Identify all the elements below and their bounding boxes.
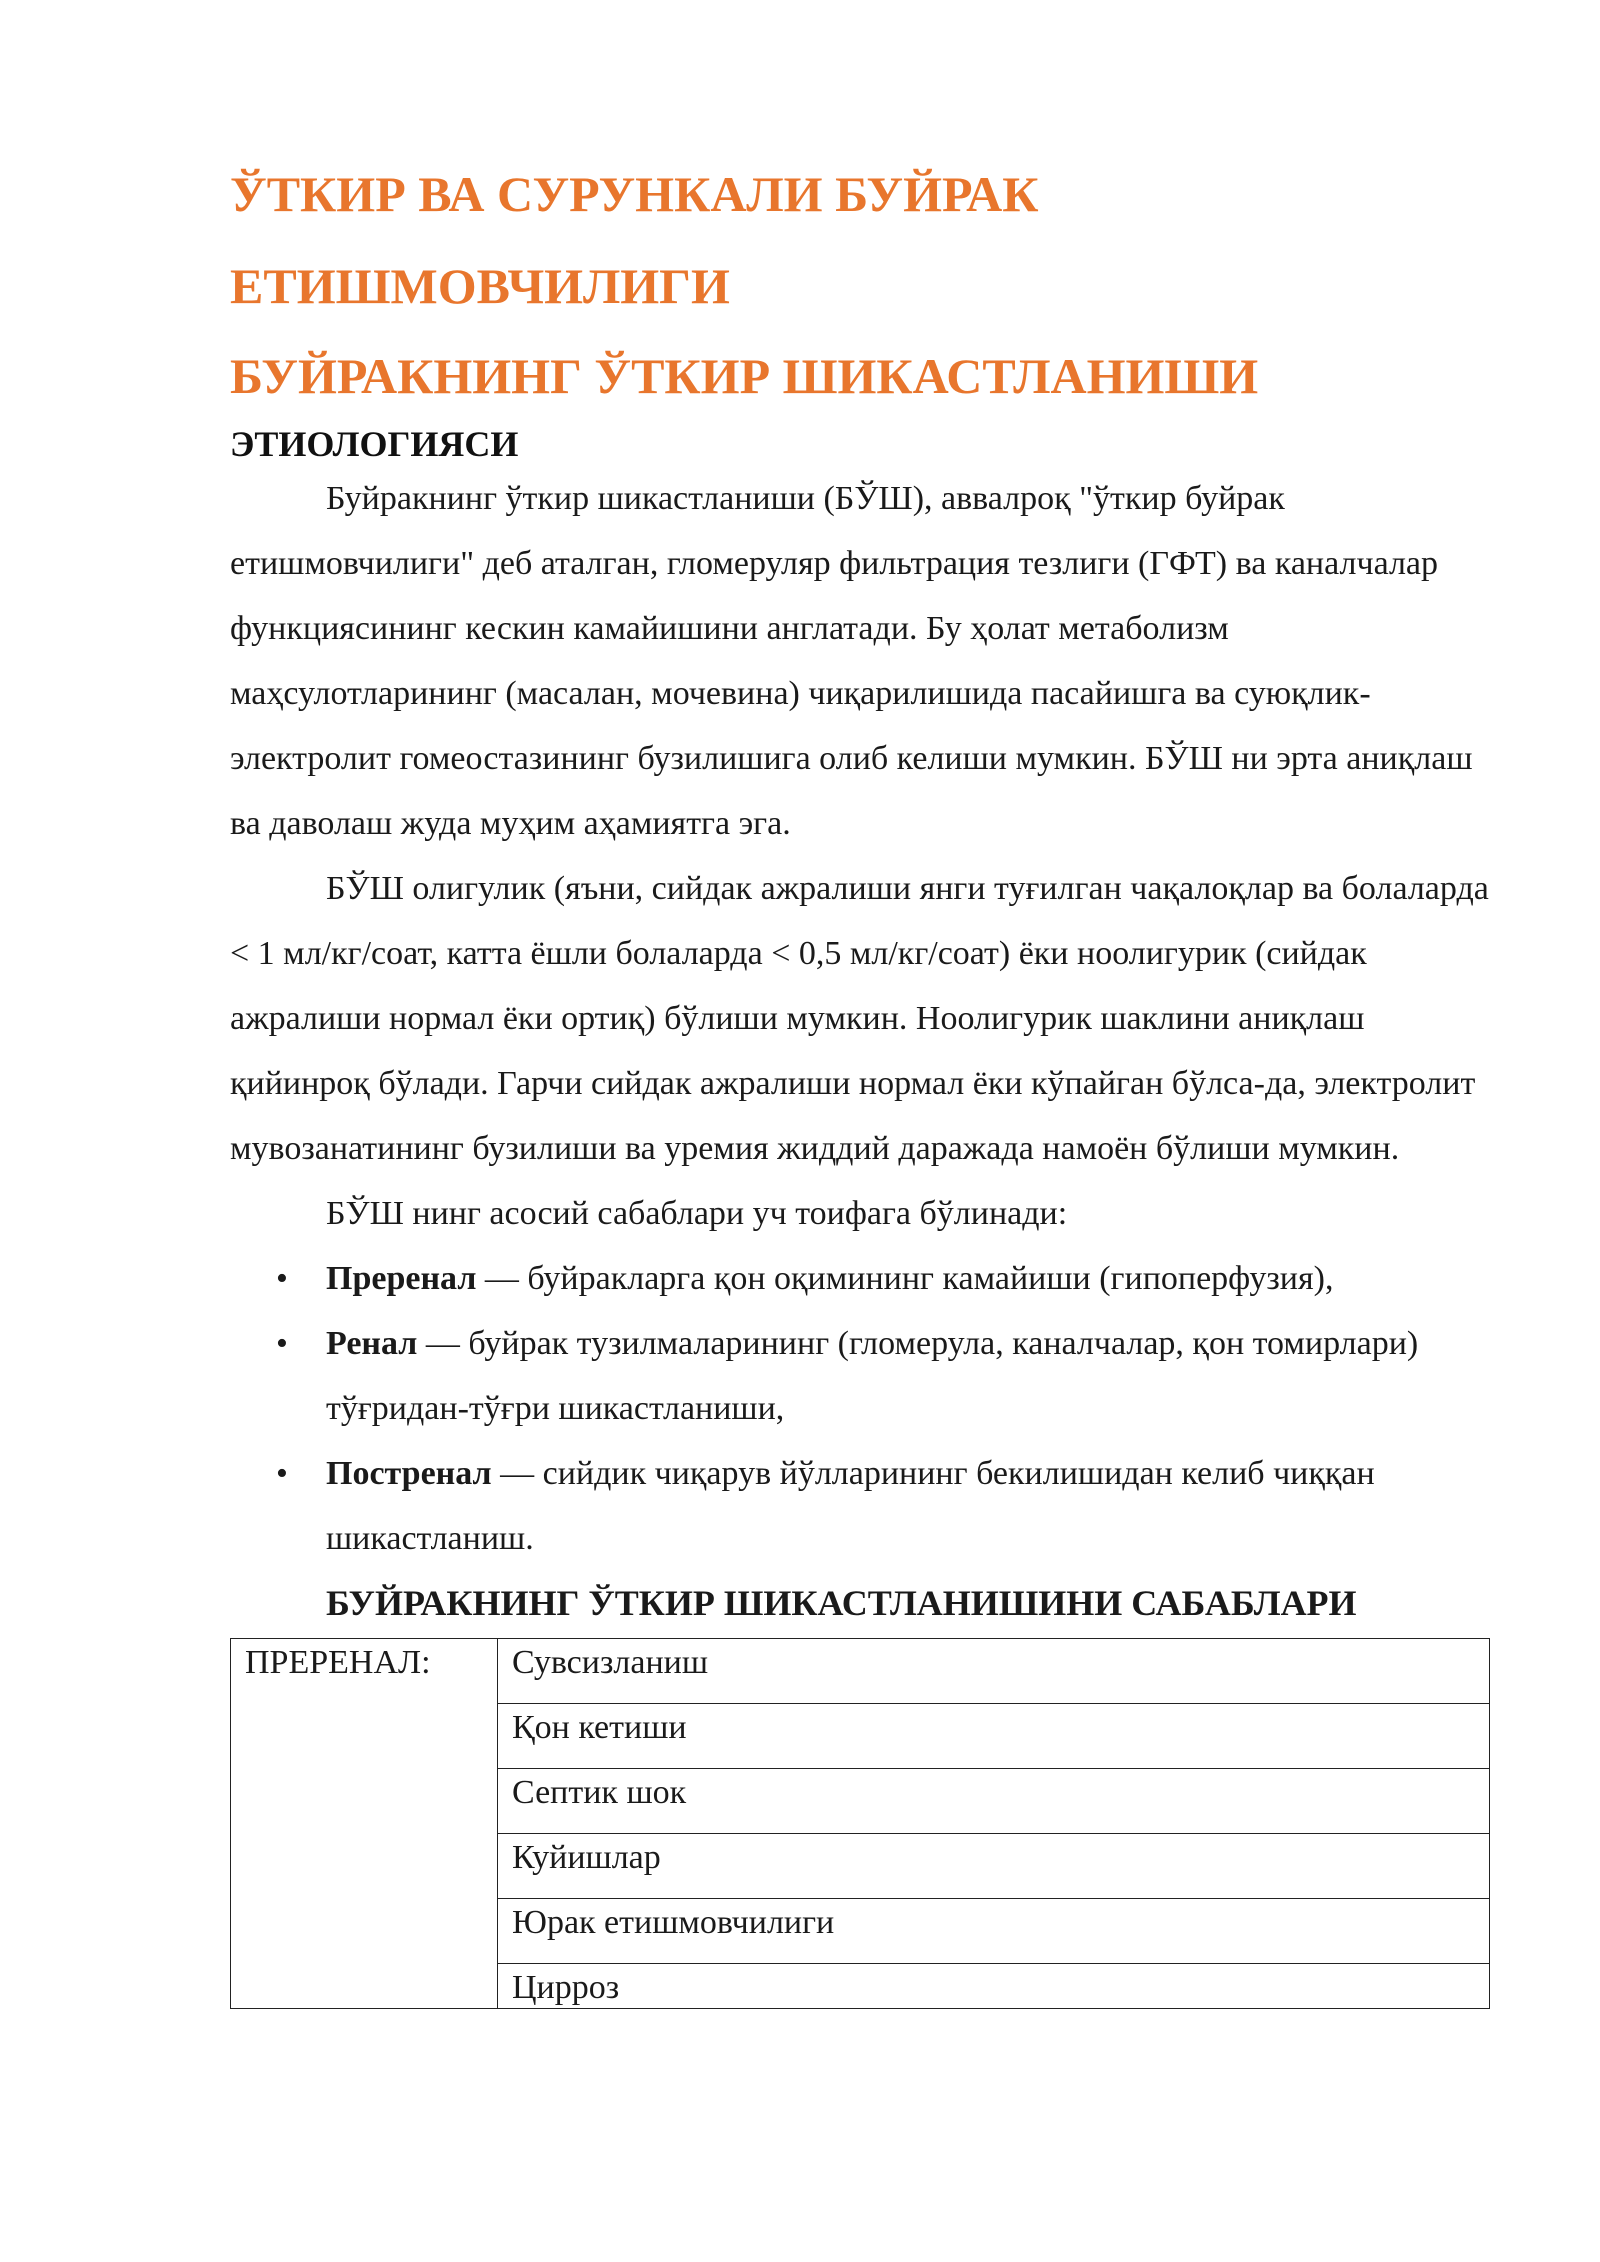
paragraph-oliguria: БЎШ олигулик (яъни, сийдак ажралиши янги туғилган чақалоқлар ва болаларда < 1 мл/кг/соат, катта ёшли болаларда < 0,5 мл/кг/соат) ёки ноолигурик (сийдак ажралиши нормал ёки ортиқ) бўлиши мумкин. Ноолигурик шаклини аниқлаш қийинроқ бўлади. Гарчи сийдак ажралиши нормал ёки кўпайган бўлса-да, электролит мувозанатининг бузилиши ва уремия жиддий даражада намоён бўлиши мумкин.: [230, 870, 1489, 1167]
table-cell: Цирроз: [498, 1964, 1490, 2009]
cause-text: — сийдик чиқарув йўлларининг бекилишидан келиб чиққан шикастланиш.: [326, 1455, 1375, 1557]
document-title: [230, 148, 1490, 422]
table-cell: Юрак етишмовчилиги: [498, 1899, 1490, 1964]
bullet-icon: •: [276, 1260, 288, 1297]
bullet-icon: •: [276, 1325, 288, 1362]
cause-text: — буйракларга қон оқимининг камайиши (гипоперфузия),: [476, 1260, 1334, 1297]
cause-text: — буйрак тузилмаларининг (гломерула, каналчалар, қон томирлари) тўғридан-тўғри шикастланиши,: [326, 1325, 1419, 1427]
title-line-2: ЕТИШМОВЧИЛИГИ: [230, 258, 730, 314]
paragraph-causes-intro: БЎШ нинг асосий сабаблари уч тоифага бўлинади:: [326, 1195, 1068, 1232]
cause-term: Преренал: [326, 1260, 477, 1297]
table-cell: Куйишлар: [498, 1834, 1490, 1899]
table-row: [231, 1639, 1490, 1704]
section-heading: ЭТИОЛОГИЯСИ: [230, 424, 519, 464]
title-line-1: ЎТКИР ВА СУРУНКАЛИ БУЙРАК: [230, 166, 1039, 222]
title-line-3: БУЙРАКНИНГ ЎТКИР ШИКАСТЛАНИШИ: [230, 348, 1259, 404]
document-page: [230, 148, 1490, 2009]
list-item: [276, 1246, 1490, 1311]
cause-term: Ренал: [326, 1325, 418, 1362]
causes-list: [230, 1246, 1490, 1571]
bullet-icon: •: [276, 1455, 288, 1492]
list-item: [276, 1441, 1490, 1571]
paragraph-definition: Буйракнинг ўткир шикастланиши (БЎШ), аввалроқ "ўткир буйрак етишмовчилиги" деб аталган, гломеруляр фильтрация тезлиги (ГФТ) ва каналчалар функциясининг кескин камайишини англатади. Бу ҳолат метаболизм маҳсулотларининг (масалан, мочевина) чиқарилишида пасайишга ва суюқлик-электролит гомеостазининг бузилишига олиб келиши мумкин. БЎШ ни эрта аниқлаш ва даволаш жуда муҳим аҳамиятга эга.: [230, 480, 1473, 842]
table-cell: Сувсизланиш: [498, 1639, 1490, 1704]
table-heading: БУЙРАКНИНГ ЎТКИР ШИКАСТЛАНИШИНИ САБАБЛАРИ: [326, 1583, 1357, 1623]
table-cell: Септик шок: [498, 1769, 1490, 1834]
table-category-cell: ПРЕРЕНАЛ:: [231, 1639, 498, 2009]
cause-term: Постренал: [326, 1455, 492, 1492]
list-item: [276, 1311, 1490, 1441]
table-cell: Қон кетиши: [498, 1704, 1490, 1769]
causes-table: [230, 1638, 1490, 2009]
